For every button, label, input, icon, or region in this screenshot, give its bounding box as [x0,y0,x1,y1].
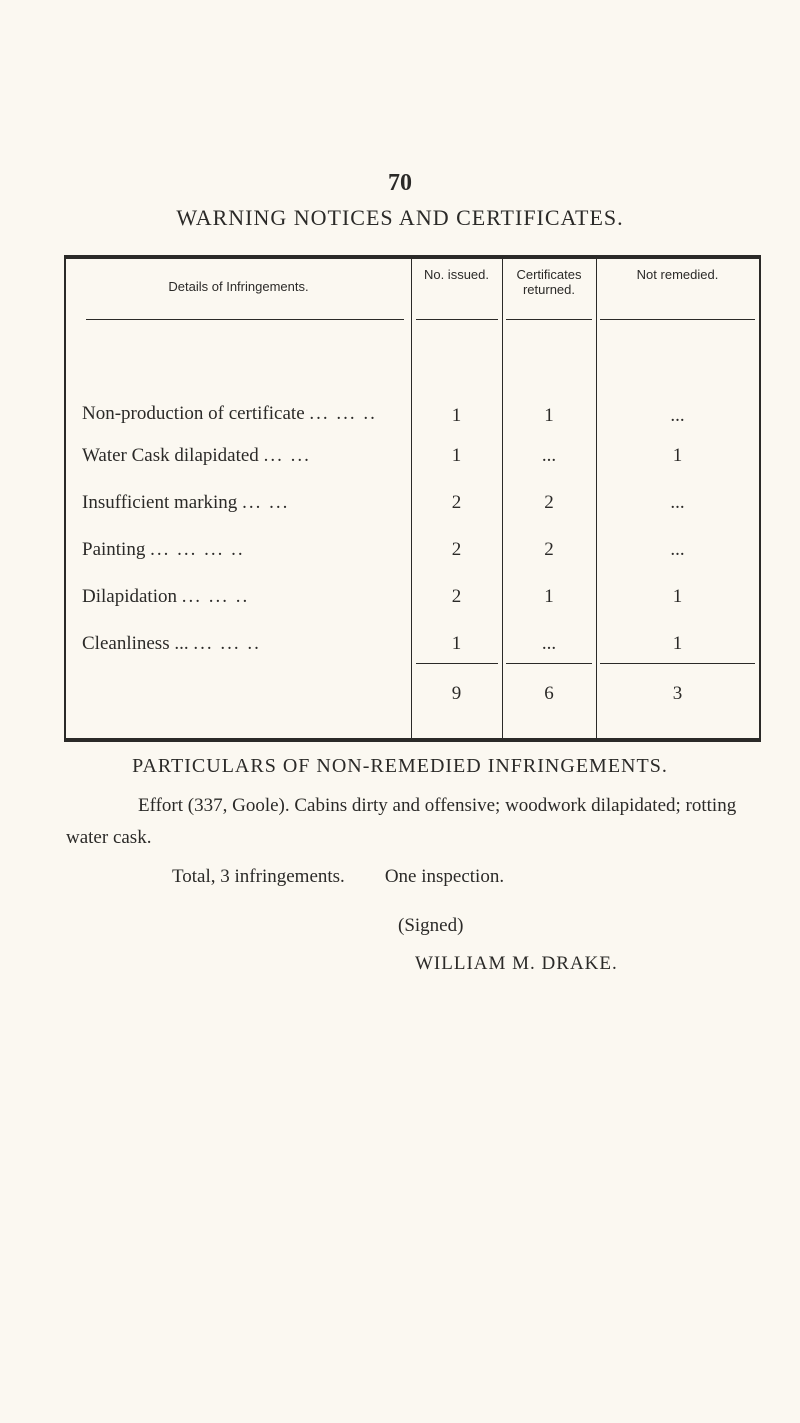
inspection-count: One inspection. [384,866,505,887]
table-row [66,568,759,608]
row-label: Cleanliness ... ... ... .. [82,633,261,654]
header-not-remedied: Not remedied. [636,267,719,282]
cell-issued: 1 [451,405,462,426]
row-label: Dilapidation ... ... .. [82,586,250,607]
header-rule [416,319,498,320]
total-rule [416,663,498,664]
cell-issued: 1 [451,445,462,466]
cell-not-remedied: ... [670,539,685,560]
signatory-name: WILLIAM M. DRAKE. [415,953,618,974]
total-rule [506,663,592,664]
cell-not-remedied: 1 [672,445,683,466]
signed-label: (Signed) [398,915,464,936]
cell-returned: 1 [544,405,554,426]
cell-returned: 1 [544,586,554,607]
header-issued: No. issued. [423,267,490,282]
header-rule [600,319,755,320]
cell-returned: 2 [544,492,554,513]
cell-not-remedied: ... [670,405,685,426]
row-label: Insufficient marking ... ... [82,492,290,513]
total-issued: 9 [451,683,462,704]
cell-issued: 2 [451,539,462,560]
cell-returned: 2 [544,539,554,560]
row-label: Painting ... ... ... .. [82,539,245,560]
totals-summary [172,866,504,888]
totals-row [66,675,759,705]
header-returned: Certificates returned. [516,267,582,297]
table-row [66,615,759,655]
row-label: Water Cask dilapidated ... ... [82,445,311,466]
page-number: 70 [388,170,412,196]
table-row [66,357,759,427]
table-row [66,521,759,561]
total-rule [600,663,755,664]
particulars-title: PARTICULARS OF NON-REMEDIED INFRINGEMENTS. [132,755,668,777]
cell-not-remedied: ... [670,492,685,513]
total-infringements: Total, 3 infringements. [172,866,345,887]
header-rule [86,319,404,320]
table-row [66,427,759,467]
particulars-body: Effort (337, Goole). Cabins dirty and offensive; woodwork dilapidated; rotting water cask. [66,795,737,848]
header-details: Details of Infringements. [168,279,309,294]
total-returned: 6 [544,683,554,704]
cell-returned: ... [541,633,557,654]
cell-returned: ... [541,445,557,466]
row-label: Non-production of certificate ... ... .. [82,403,377,424]
page-heading: WARNING NOTICES AND CERTIFICATES. [176,205,624,230]
header-rule [506,319,592,320]
cell-issued: 1 [451,633,462,654]
cell-not-remedied: 1 [672,586,683,607]
total-not-remedied: 3 [672,683,683,704]
cell-issued: 2 [451,492,462,513]
cell-issued: 2 [451,586,462,607]
cell-not-remedied: 1 [672,633,683,654]
infringements-table [64,255,761,742]
table-row [66,474,759,514]
